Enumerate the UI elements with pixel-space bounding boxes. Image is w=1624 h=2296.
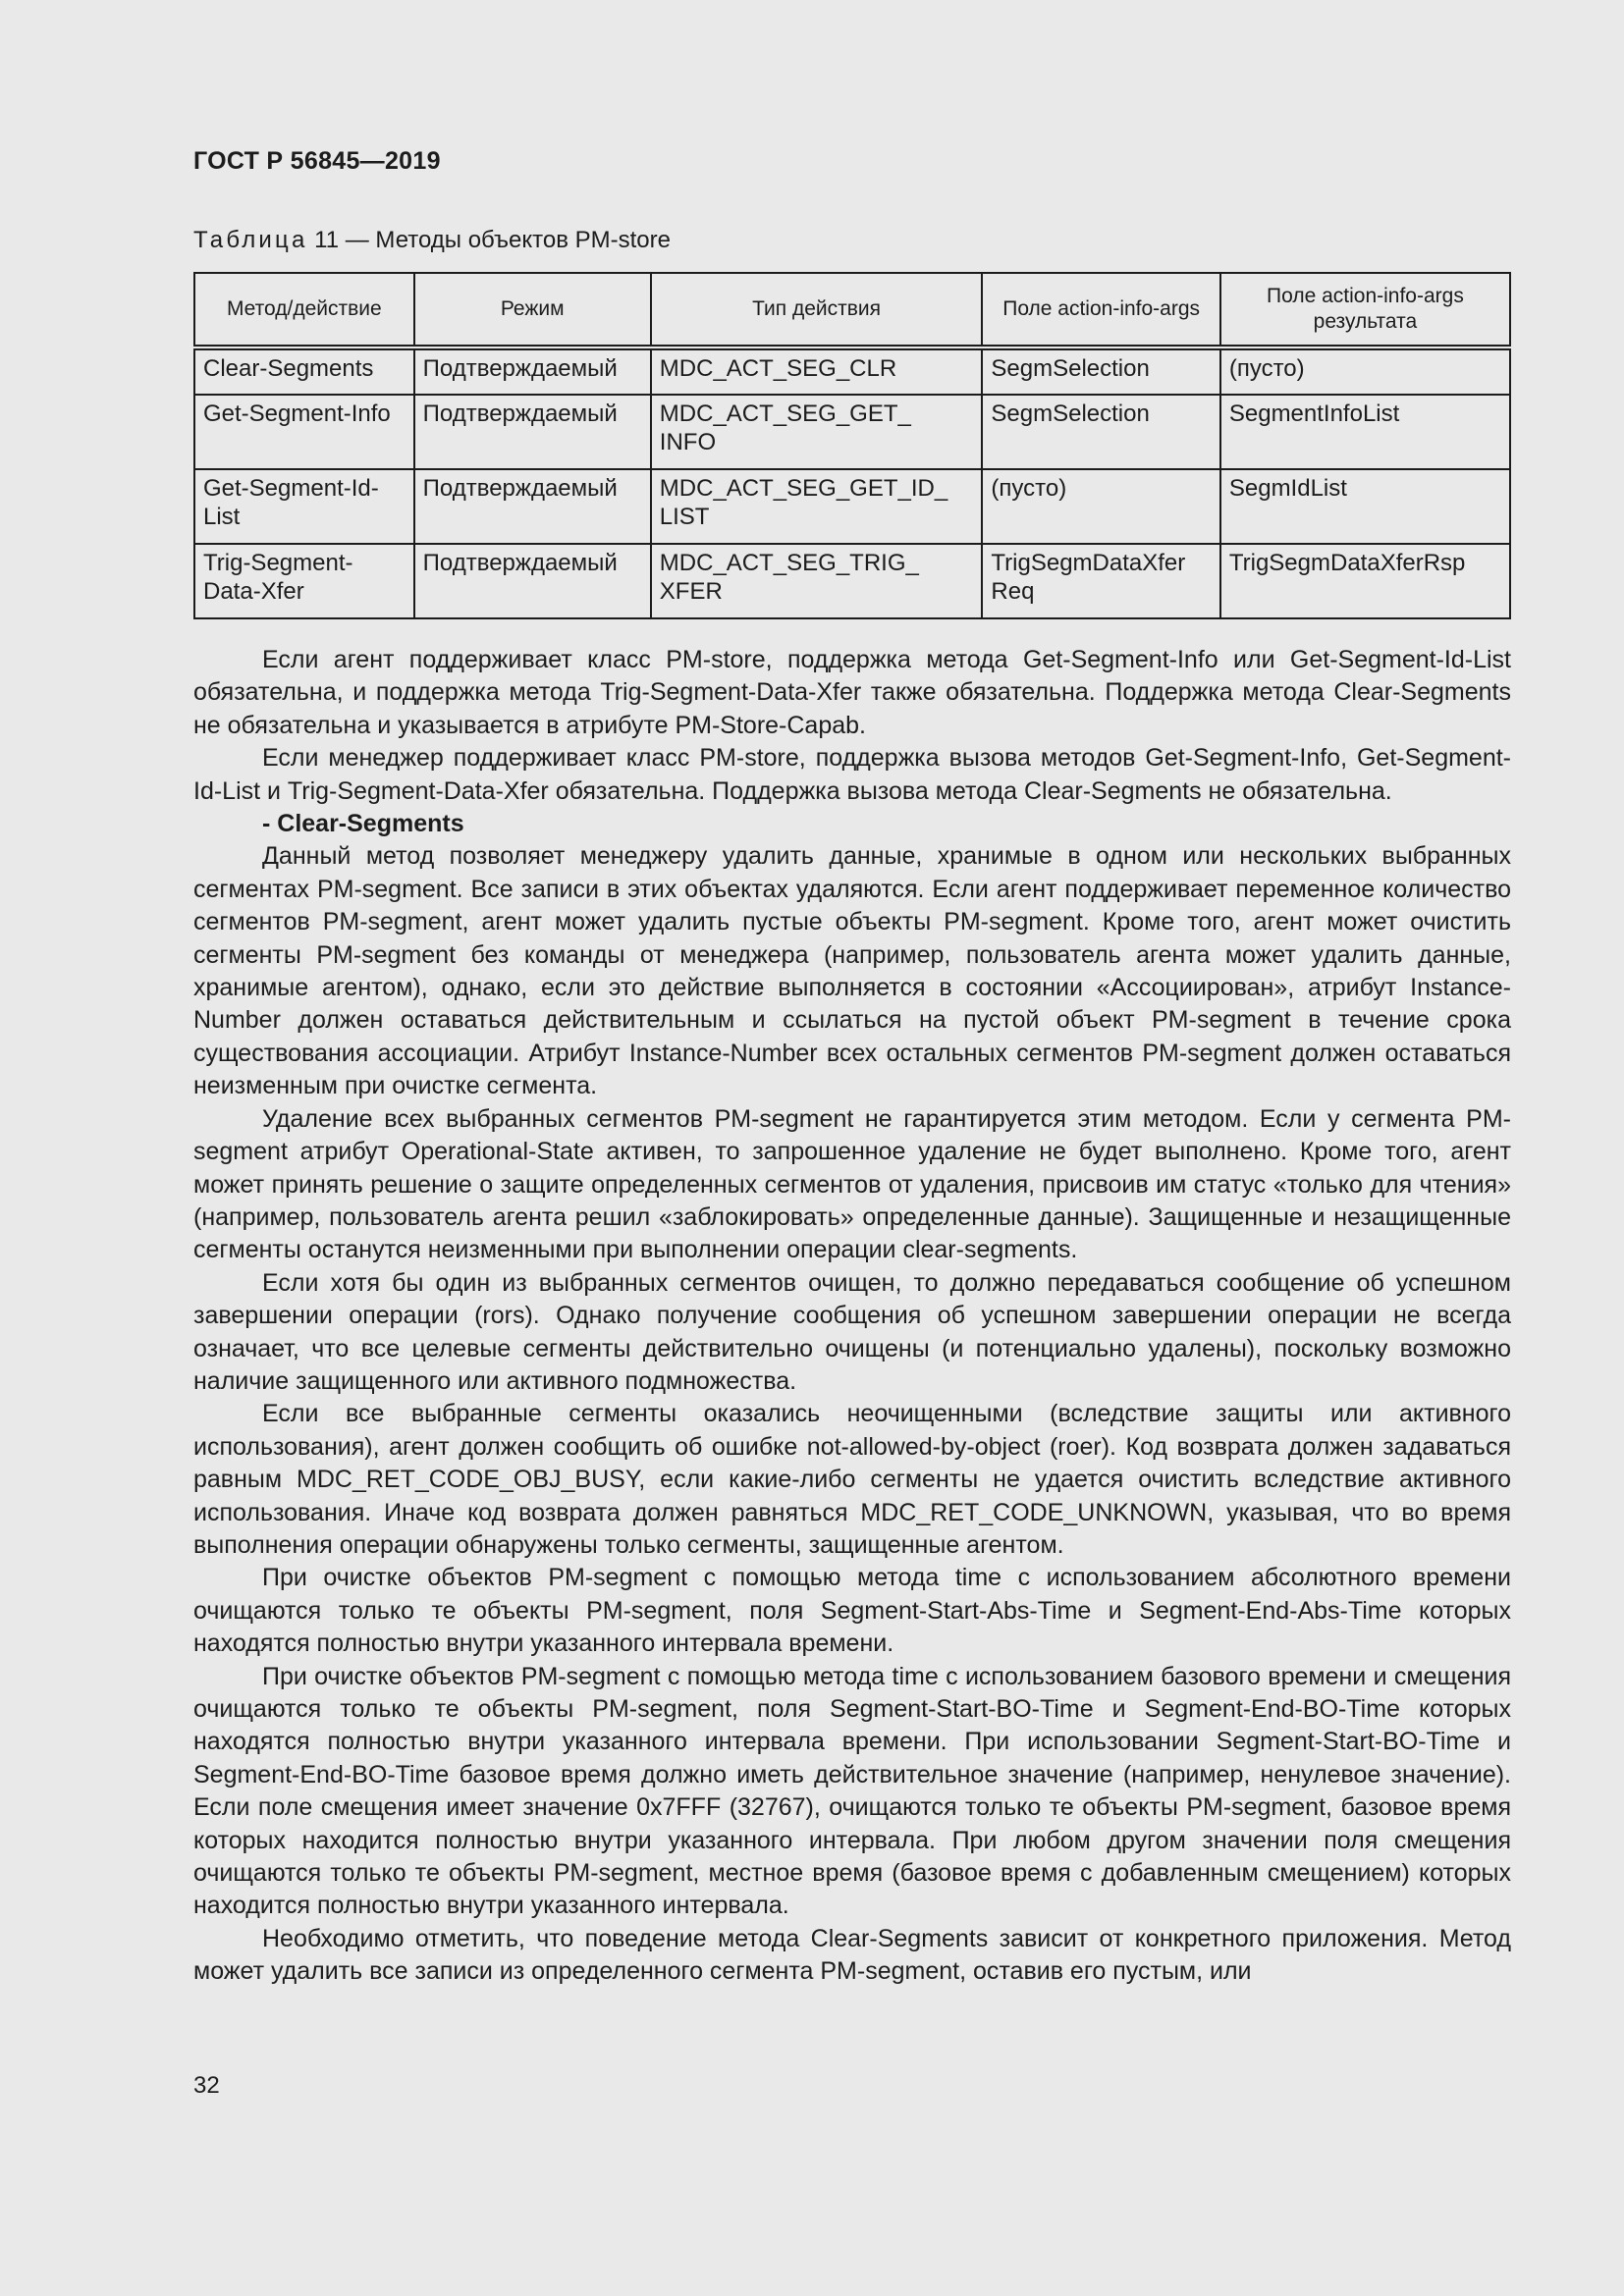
table-cell: TrigSegmDataXferRsp — [1220, 544, 1510, 618]
paragraph: При очистке объектов PM-segment с помощью метода time с использованием абсолютного времени очищаются только те объекты PM-segment, поля Segment-Start-Abs-Time и Segment-End-Abs-Time которых находятся полностью внутри указанного интервала времени. — [193, 1564, 1511, 1658]
table-cell: Get-Segment-Id-List — [194, 469, 414, 544]
table-cell: Clear-Segments — [194, 347, 414, 395]
table-header-cell: Поле action-info-args — [982, 273, 1219, 347]
table-header-cell: Поле action-info-args результата — [1220, 273, 1510, 347]
table-cell: MDC_ACT_SEG_TRIG_ XFER — [651, 544, 983, 618]
table-caption-label: Таблица — [193, 227, 308, 253]
paragraph: Если все выбранные сегменты оказались неочищенными (вследствие защиты или активного использования), агент должен сообщить об ошибке not-allowed-by-object (roer). Код возврата должен задаваться равным MDC_RET_CODE_OBJ_BUSY, если какие-либо сегменты не удается очистить вследствие активного использования. Иначе код возврата должен равняться MDC_RET_CODE_UNKNOWN, указывая, что во время выполнения операции обнаружены только сегменты, защищенные агентом. — [193, 1400, 1511, 1559]
table-header-cell: Режим — [414, 273, 651, 347]
table-row — [194, 395, 1510, 469]
table-cell: Trig-Segment-Data-Xfer — [194, 544, 414, 618]
paragraph: При очистке объектов PM-segment с помощью метода time с использованием базового времени и смещения очищаются только те объекты PM-segment, поля Segment-Start-BO-Time и Segment-End-BO-Time которых находятся полностью внутри указанного интервала времени. При использовании Segment-Start-BO-Time и Segment-End-BO-Time базовое время должно иметь действительное значение (например, ненулевое значение). Если поле смещения имеет значение 0x7FFF (32767), очищаются только те объекты PM-segment, базовое время которых находится полностью внутри указанного интервала. При любом другом значении поля смещения очищаются только те объекты PM-segment, местное время (базовое время с добавленным смещением) которых находится полностью внутри указанного интервала. — [193, 1662, 1511, 1920]
table-cell: Get-Segment-Info — [194, 395, 414, 469]
table-header-cell: Тип действия — [651, 273, 983, 347]
section-subheading: - Clear-Segments — [262, 810, 464, 838]
table-header-row — [194, 273, 1510, 347]
table-cell: SegmSelection — [982, 347, 1219, 395]
table-cell: (пусто) — [1220, 347, 1510, 395]
paragraph: Данный метод позволяет менеджеру удалить данные, хранимые в одном или нескольких выбранных сегментах PM-segment. Все записи в этих объектах удаляются. Если агент поддерживает переменное количество сегментов PM-segment, агент может удалить пустые объекты PM-segment. Кроме того, агент может очистить сегменты PM-segment без команды от менеджера (например, пользователь агента может удалить данные, хранимые агентом), однако, если это действие выполняется в состоянии «Ассоциирован», атрибут Instance-Number должен оставаться действительным и ссылаться на пустой объект PM-segment в течение срока существования ассоциации. Атрибут Instance-Number всех остальных сегментов PM-segment должен оставаться неизменным при очистке сегмента. — [193, 842, 1511, 1100]
table-cell: MDC_ACT_SEG_GET_ID_ LIST — [651, 469, 983, 544]
table-cell: Подтверждаемый — [414, 347, 651, 395]
table-cell: Подтверждаемый — [414, 395, 651, 469]
paragraph: Если хотя бы один из выбранных сегментов очищен, то должно передаваться сообщение об успешном завершении операции (rors). Однако получение сообщения об успешном завершении операции не всегда означает, что все целевые сегменты действительно очищены (и потенциально удалены), поскольку возможно наличие защищенного или активного подмножества. — [193, 1268, 1511, 1395]
table-caption — [193, 227, 671, 254]
table-row — [194, 544, 1510, 618]
table-row — [194, 469, 1510, 544]
table-cell: Подтверждаемый — [414, 469, 651, 544]
paragraph: Удаление всех выбранных сегментов PM-segment не гарантируется этим методом. Если у сегмента PM-segment атрибут Operational-State активен, то запрошенное удаление не будет выполнено. Кроме того, агент может принять решение о защите определенных сегментов от удаления, присвоив им статус «только для чтения» (например, пользователь агента решил «заблокировать» определенные данные). Защищенные и незащищенные сегменты останутся неизменными при выполнении операции clear-segments. — [193, 1104, 1511, 1264]
table-cell: SegmIdList — [1220, 469, 1510, 544]
paragraph: Если агент поддерживает класс PM-store, поддержка метода Get-Segment-Info или Get-Segment-Id-List обязательна, и поддержка метода Trig-Segment-Data-Xfer также обязательна. Поддержка метода Clear-Segments не обязательна и указывается в атрибуте PM-Store-Capab. — [193, 646, 1511, 739]
table-header-cell: Метод/действие — [194, 273, 414, 347]
document-header: ГОСТ Р 56845—2019 — [193, 147, 441, 175]
table-row — [194, 347, 1510, 395]
table-cell: SegmSelection — [982, 395, 1219, 469]
table-cell: (пусто) — [982, 469, 1219, 544]
paragraph: Если менеджер поддерживает класс PM-store, поддержка вызова методов Get-Segment-Info, Get-Segment-Id-List и Trig-Segment-Data-Xfer обязательна. Поддержка вызова метода Clear-Segments не обязательна. — [193, 744, 1511, 805]
paragraph: Необходимо отметить, что поведение метода Clear-Segments зависит от конкретного приложения. Метод может удалить все записи из определенного сегмента PM-segment, оставив его пустым, или — [193, 1924, 1511, 1986]
page-number: 32 — [193, 2072, 220, 2099]
table-caption-title: 11 — Методы объектов PM-store — [307, 227, 671, 253]
table-cell: SegmentInfoList — [1220, 395, 1510, 469]
methods-table — [193, 272, 1511, 619]
table-cell: MDC_ACT_SEG_GET_ INFO — [651, 395, 983, 469]
table-cell: MDC_ACT_SEG_CLR — [651, 347, 983, 395]
body-text — [193, 644, 1511, 1989]
table-cell: Подтверждаемый — [414, 544, 651, 618]
table-cell: TrigSegmDataXfer Req — [982, 544, 1219, 618]
